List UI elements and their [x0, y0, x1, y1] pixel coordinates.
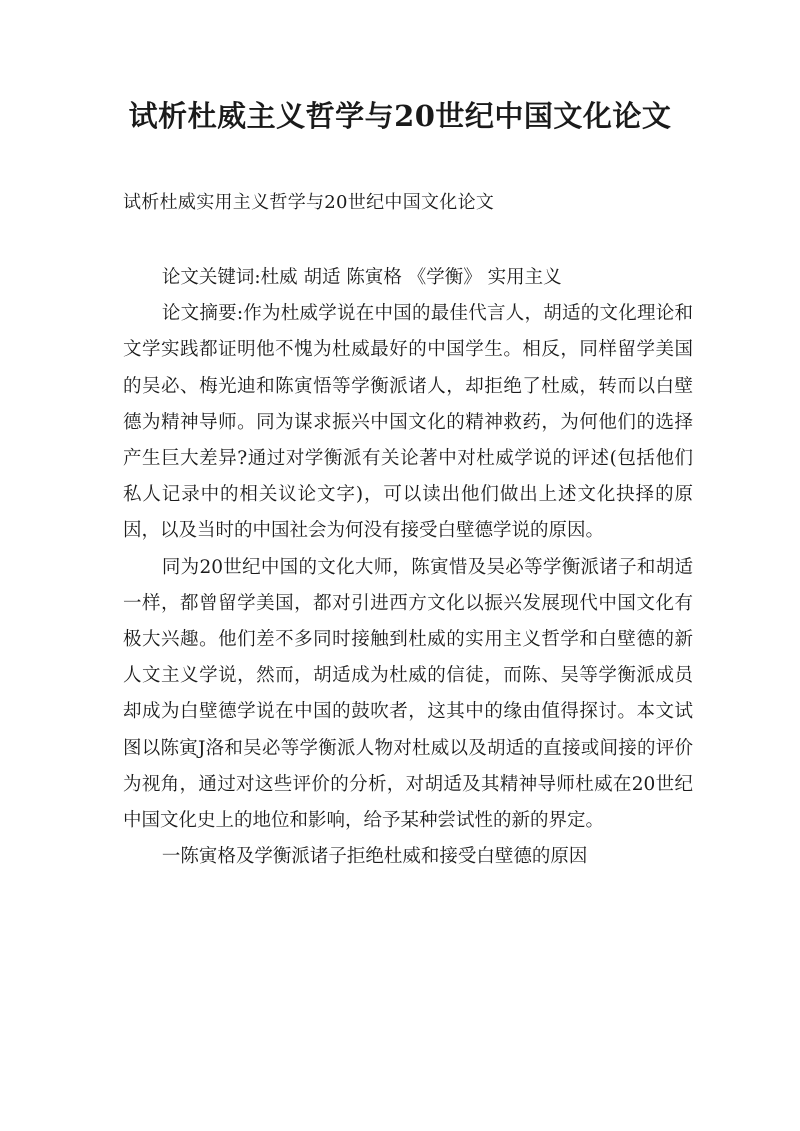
document-title: 试析杜威主义哲学与20世纪中国文化论文 — [128, 99, 672, 133]
document-body — [123, 260, 693, 875]
abstract-paragraph: 论文摘要:作为杜威学说在中国的最佳代言人，胡适的文化理论和文学实践都证明他不愧为杜威最好的中国学生。相反，同样留学美国的吴必、梅光迪和陈寅悟等学衡派诸人，却拒绝了杜威，转而以白壁德为精神导师。同为谋求振兴中国文化的精神救药，为何他们的选择产生巨大差异?通过对学衡派有关论著中对杜威学说的评述(包括他们私人记录中的相关议论文字)，可以读出他们做出上述文化抉择的原因，以及当时的中国社会为何没有接受白壁德学说的原因。 — [123, 303, 693, 542]
document-subtitle: 试析杜威实用主义哲学与20世纪中国文化论文 — [123, 192, 495, 213]
body-paragraph: 同为20世纪中国的文化大师，陈寅惜及吴必等学衡派诸子和胡适一样，都曾留学美国，都对引进西方文化以振兴发展现代中国文化有极大兴趣。他们差不多同时接触到杜威的实用主义哲学和白壁德的新人文主义学说，然而，胡适成为杜威的信徒，而陈、吴等学衡派成员却成为白壁德学说在中国的鼓吹者，这其中的缘由值得探讨。本文试图以陈寅J洛和吴必等学衡派人物对杜威以及胡适的直接或间接的评价为视角，通过对这些评价的分析，对胡适及其精神导师杜威在20世纪中国文化史上的地位和影响，给予某种尝试性的新的界定。 — [123, 556, 693, 832]
section-heading: 一陈寅格及学衡派诸子拒绝杜威和接受白壁德的原因 — [161, 846, 588, 868]
keywords-line: 论文关键词:杜威 胡适 陈寅格 《学衡》 实用主义 — [161, 267, 562, 288]
